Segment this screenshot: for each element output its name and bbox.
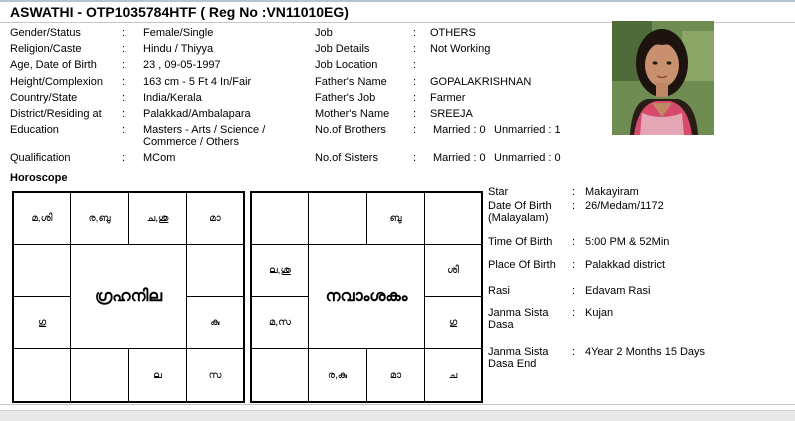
separator: : [572, 200, 576, 212]
separator: : [413, 124, 417, 136]
bottom-divider [0, 404, 795, 405]
detail-value-janma-sista-dasa-end: 4Year 2 Months 15 Days [585, 346, 706, 358]
detail-value-star: Makayiram [585, 186, 639, 198]
profile-photo-image [612, 21, 714, 135]
chart2-cell-top-3: ബു [366, 192, 425, 245]
separator: : [122, 76, 126, 88]
detail-value-rasi: Edavam Rasi [585, 285, 651, 297]
field-label-job-details: Job Details [315, 43, 370, 55]
field-value-religion: Hindu / Thiyya [143, 43, 214, 55]
chart2-cell-top-1 [251, 192, 309, 245]
field-label-brothers: No.of Brothers [315, 124, 386, 136]
chart2-cell-bottom-4: ച [424, 348, 482, 402]
field-label-father-job: Father's Job [315, 92, 376, 104]
field-value-job: OTHERS [430, 27, 476, 39]
chart2-cell-right-1: ശി [424, 244, 482, 297]
separator: : [122, 43, 126, 55]
chart1-cell-top-2: ര,ബു [70, 192, 129, 245]
separator: : [572, 307, 576, 319]
chart2-cell-bottom-2: ര,കു [308, 348, 367, 402]
field-value-mother-name: SREEJA [430, 108, 473, 120]
field-label-father-name: Father's Name [315, 76, 387, 88]
detail-label-janma-sista-dasa-end: Janma Sista Dasa End [488, 346, 549, 370]
field-label-education: Education [10, 124, 59, 136]
field-value-gender: Female/Single [143, 27, 214, 39]
chart2-cell-bottom-3: മാ [366, 348, 425, 402]
chart1-cell-right-1 [186, 244, 244, 297]
chart1-cell-bottom-4: സ [186, 348, 244, 402]
profile-title: ASWATHI - OTP1035784HTF ( Reg No :VN11010EG) [10, 4, 349, 20]
field-label-age: Age, Date of Birth [10, 59, 97, 71]
field-label-country: Country/State [10, 92, 78, 104]
separator: : [413, 76, 417, 88]
field-value-country: India/Kerala [143, 92, 202, 104]
chart1-cell-top-1: മ,ശി [13, 192, 71, 245]
chart1-cell-bottom-3: ല [128, 348, 187, 402]
field-value-father-job: Farmer [430, 92, 466, 104]
field-value-father-name: GOPALAKRISHNAN [430, 76, 532, 88]
top-border [0, 0, 795, 2]
separator: : [122, 27, 126, 39]
detail-label-star: Star [488, 186, 509, 198]
brothers-married: Married : 0 [433, 124, 486, 136]
detail-label-janma-sista-dasa: Janma Sista Dasa [488, 307, 549, 331]
separator: : [413, 108, 417, 120]
chart1-cell-left-1 [13, 244, 71, 297]
field-label-job: Job [315, 27, 333, 39]
sisters-unmarried: Unmarried : 0 [494, 152, 561, 164]
chart1-cell-left-2: ഗു [13, 296, 71, 349]
profile-photo[interactable] [612, 21, 714, 135]
separator: : [122, 59, 126, 71]
brothers-unmarried: Unmarried : 1 [494, 124, 561, 136]
field-label-gender: Gender/Status [10, 27, 81, 39]
separator: : [413, 27, 417, 39]
chart2-cell-top-2 [308, 192, 367, 245]
chart2-cell-right-2: ഗു [424, 296, 482, 349]
chart1-cell-right-2: കു [186, 296, 244, 349]
chart1-cell-bottom-2 [70, 348, 129, 402]
separator: : [122, 108, 126, 120]
chart1-cell-top-3: ച,ശു [128, 192, 187, 245]
chart1-center-label: ഗ്രഹനില [70, 244, 187, 349]
chart2-cell-bottom-1 [251, 348, 309, 402]
chart1-cell-bottom-1 [13, 348, 71, 402]
separator: : [413, 92, 417, 104]
sisters-married: Married : 0 [433, 152, 486, 164]
detail-label-place-of-birth: Place Of Birth [488, 259, 556, 271]
field-value-district: Palakkad/Ambalapara [143, 108, 251, 120]
bottom-scrollbar[interactable] [0, 410, 795, 421]
navamsakam-chart [250, 191, 483, 403]
separator: : [413, 43, 417, 55]
chart1-cell-top-4: മാ [186, 192, 244, 245]
detail-value-time-of-birth: 5:00 PM & 52Min [585, 236, 670, 248]
chart2-cell-top-4 [424, 192, 482, 245]
separator: : [572, 186, 576, 198]
separator: : [122, 92, 126, 104]
separator: : [572, 285, 576, 297]
detail-label-dob-malayalam: Date Of Birth (Malayalam) [488, 200, 552, 224]
separator: : [122, 124, 126, 136]
grahanila-chart [12, 191, 245, 403]
field-value-height: 163 cm - 5 Ft 4 In/Fair [143, 76, 252, 88]
field-label-district: District/Residing at [10, 108, 102, 120]
separator: : [572, 346, 576, 358]
detail-label-time-of-birth: Time Of Birth [488, 236, 553, 248]
field-value-job-details: Not Working [430, 43, 491, 55]
field-value-qualification: MCom [143, 152, 176, 164]
separator: : [572, 259, 576, 271]
field-value-age: 23 , 09-05-1997 [143, 59, 221, 71]
horoscope-heading: Horoscope [10, 172, 68, 184]
field-label-religion: Religion/Caste [10, 43, 82, 55]
detail-value-dob-malayalam: 26/Medam/1172 [585, 200, 664, 212]
field-label-mother-name: Mother's Name [315, 108, 390, 120]
separator: : [413, 152, 417, 164]
field-label-sisters: No.of Sisters [315, 152, 378, 164]
separator: : [413, 59, 417, 71]
chart2-cell-left-1: ല,ശു [251, 244, 309, 297]
field-label-job-location: Job Location [315, 59, 378, 71]
chart2-cell-left-2: മ,സ [251, 296, 309, 349]
field-value-education: Masters - Arts / Science / Commerce / Others [143, 124, 266, 148]
detail-label-rasi: Rasi [488, 285, 511, 297]
detail-value-place-of-birth: Palakkad district [585, 259, 666, 271]
field-label-qualification: Qualification [10, 152, 71, 164]
field-label-height: Height/Complexion [10, 76, 103, 88]
chart2-center-label: നവാംശകം [308, 244, 425, 349]
separator: : [122, 152, 126, 164]
separator: : [572, 236, 576, 248]
detail-value-janma-sista-dasa: Kujan [585, 307, 614, 319]
